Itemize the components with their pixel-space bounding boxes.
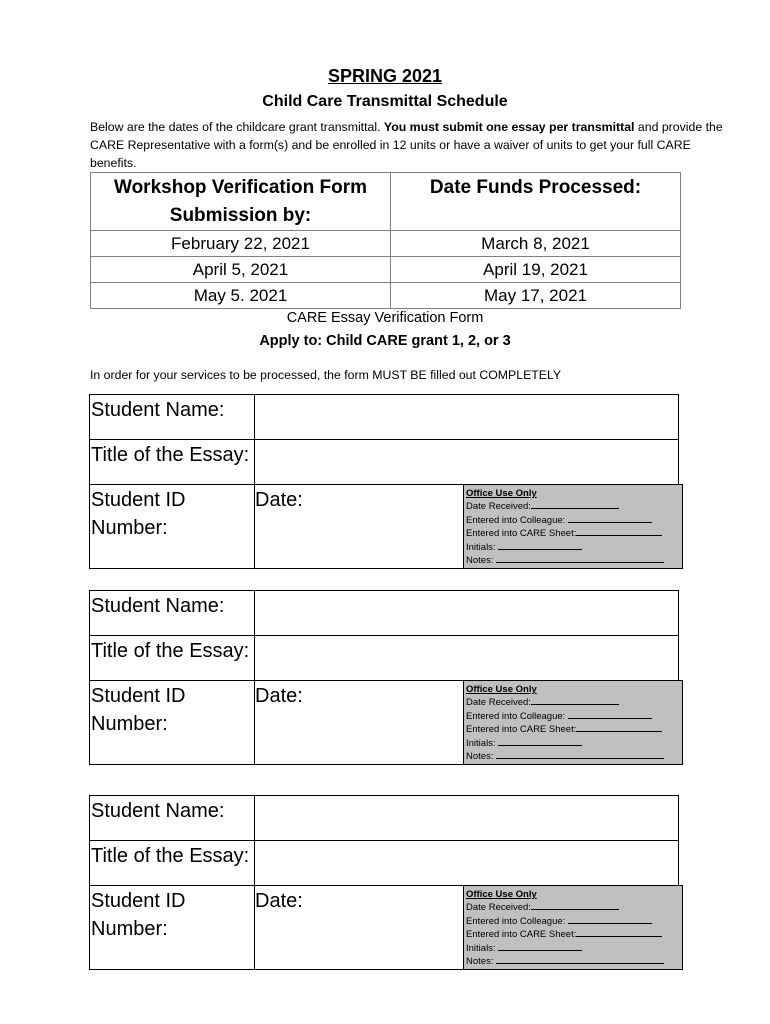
entered-care-sheet-label: Entered into CARE Sheet: (466, 528, 577, 540)
table-header-row (91, 173, 681, 231)
column-divider (254, 636, 255, 680)
intro-text-1: Below are the dates of the childcare grant transmittal. (90, 120, 384, 134)
submission-date-cell: May 5. 2021 (91, 283, 391, 309)
entered-care-sheet-line (466, 928, 682, 941)
student-name-label: Student Name: (91, 595, 225, 617)
student-id-row (89, 484, 679, 569)
student-id-label: Student ID Number: (91, 685, 186, 735)
essay-title-label: Title of the Essay: (91, 444, 250, 466)
entered-colleague-line (466, 915, 682, 928)
office-use-box (463, 885, 683, 970)
column-divider (254, 440, 255, 484)
student-name-label: Student Name: (91, 800, 225, 822)
entered-colleague-underline (568, 915, 652, 924)
student-name-row (89, 394, 679, 440)
entered-colleague-label: Entered into Colleague: (466, 915, 566, 927)
date-label: Date: (255, 489, 303, 511)
processed-date-cell: May 17, 2021 (391, 283, 681, 309)
column-header-processed: Date Funds Processed: (391, 173, 681, 231)
essay-title-row (89, 840, 679, 886)
entered-care-sheet-underline (576, 928, 662, 937)
date-received-underline (531, 901, 619, 910)
date-received-underline (531, 500, 619, 509)
form-instruction: In order for your services to be processed, the form MUST BE filled out COMPLETELY (90, 368, 562, 382)
date-received-line (466, 500, 682, 513)
notes-line (466, 750, 682, 763)
initials-label: Initials: (466, 737, 496, 749)
verification-apply-to: Apply to: Child CARE grant 1, 2, or 3 (259, 333, 511, 349)
initials-line (466, 737, 682, 750)
column-divider (254, 395, 255, 439)
notes-label: Notes: (466, 751, 494, 763)
column-divider (254, 796, 255, 840)
date-label: Date: (255, 685, 303, 707)
table-row (91, 257, 681, 283)
essay-title-row (89, 439, 679, 485)
initials-label: Initials: (466, 541, 496, 553)
date-received-line (466, 901, 682, 914)
essay-title-label: Title of the Essay: (91, 845, 250, 867)
entered-colleague-label: Entered into Colleague: (466, 710, 566, 722)
transmittal-schedule-table (90, 172, 681, 309)
column-divider (254, 591, 255, 635)
initials-line (466, 942, 682, 955)
entered-care-sheet-label: Entered into CARE Sheet: (466, 929, 577, 941)
submission-date-cell: April 5, 2021 (91, 257, 391, 283)
entered-care-sheet-line (466, 723, 682, 736)
student-id-label: Student ID Number: (91, 890, 186, 940)
entered-colleague-underline (568, 710, 652, 719)
intro-text-bold: You must submit one essay per transmittal (383, 120, 635, 134)
date-label: Date: (255, 890, 303, 912)
student-id-label: Student ID Number: (91, 489, 186, 539)
entered-colleague-line (466, 514, 682, 527)
notes-underline (496, 750, 664, 759)
date-received-label: Date Received: (466, 902, 531, 914)
processed-date-cell: March 8, 2021 (391, 231, 681, 257)
entered-colleague-label: Entered into Colleague: (466, 514, 566, 526)
notes-label: Notes: (466, 555, 494, 567)
initials-label: Initials: (466, 942, 496, 954)
office-use-box (463, 680, 683, 765)
notes-label: Notes: (466, 956, 494, 968)
notes-underline (496, 554, 664, 563)
intro-text-2: and provide the CARE Representative with a form(s) and be enrolled in 12 units or have a waiver of units to get your full CARE benefits. (90, 120, 723, 170)
student-name-row (89, 795, 679, 841)
essay-form-block-2 (89, 590, 681, 767)
entered-colleague-underline (568, 514, 652, 523)
page-title: SPRING 2021 (327, 66, 443, 86)
intro-paragraph (90, 118, 726, 172)
processed-date-cell: April 19, 2021 (391, 257, 681, 283)
office-use-heading: Office Use Only (466, 488, 537, 499)
table-row (91, 231, 681, 257)
essay-form-block-1 (89, 394, 681, 571)
initials-underline (498, 942, 582, 951)
submission-date-cell: February 22, 2021 (91, 231, 391, 257)
date-received-label: Date Received: (466, 697, 531, 709)
entered-care-sheet-underline (576, 723, 662, 732)
initials-underline (498, 737, 582, 746)
entered-colleague-line (466, 710, 682, 723)
student-name-label: Student Name: (91, 399, 225, 421)
initials-line (466, 541, 682, 554)
notes-line (466, 955, 682, 968)
office-use-heading: Office Use Only (466, 684, 537, 695)
office-use-box (463, 484, 683, 569)
date-received-line (466, 696, 682, 709)
date-received-underline (531, 696, 619, 705)
notes-underline (496, 955, 664, 964)
entered-care-sheet-label: Entered into CARE Sheet: (466, 724, 577, 736)
page-subtitle: Child Care Transmittal Schedule (262, 93, 508, 110)
student-id-row (89, 885, 679, 970)
student-name-row (89, 590, 679, 636)
entered-care-sheet-line (466, 527, 682, 540)
date-received-label: Date Received: (466, 501, 531, 513)
entered-care-sheet-underline (576, 527, 662, 536)
essay-title-row (89, 635, 679, 681)
notes-line (466, 554, 682, 567)
student-id-row (89, 680, 679, 765)
table-row (91, 283, 681, 309)
column-header-submission: Workshop Verification Form Submission by: (91, 173, 391, 231)
essay-form-block-3 (89, 795, 681, 972)
essay-title-label: Title of the Essay: (91, 640, 250, 662)
initials-underline (498, 541, 582, 550)
column-divider (254, 841, 255, 885)
office-use-heading: Office Use Only (466, 889, 537, 900)
verification-form-title: CARE Essay Verification Form (286, 310, 484, 326)
